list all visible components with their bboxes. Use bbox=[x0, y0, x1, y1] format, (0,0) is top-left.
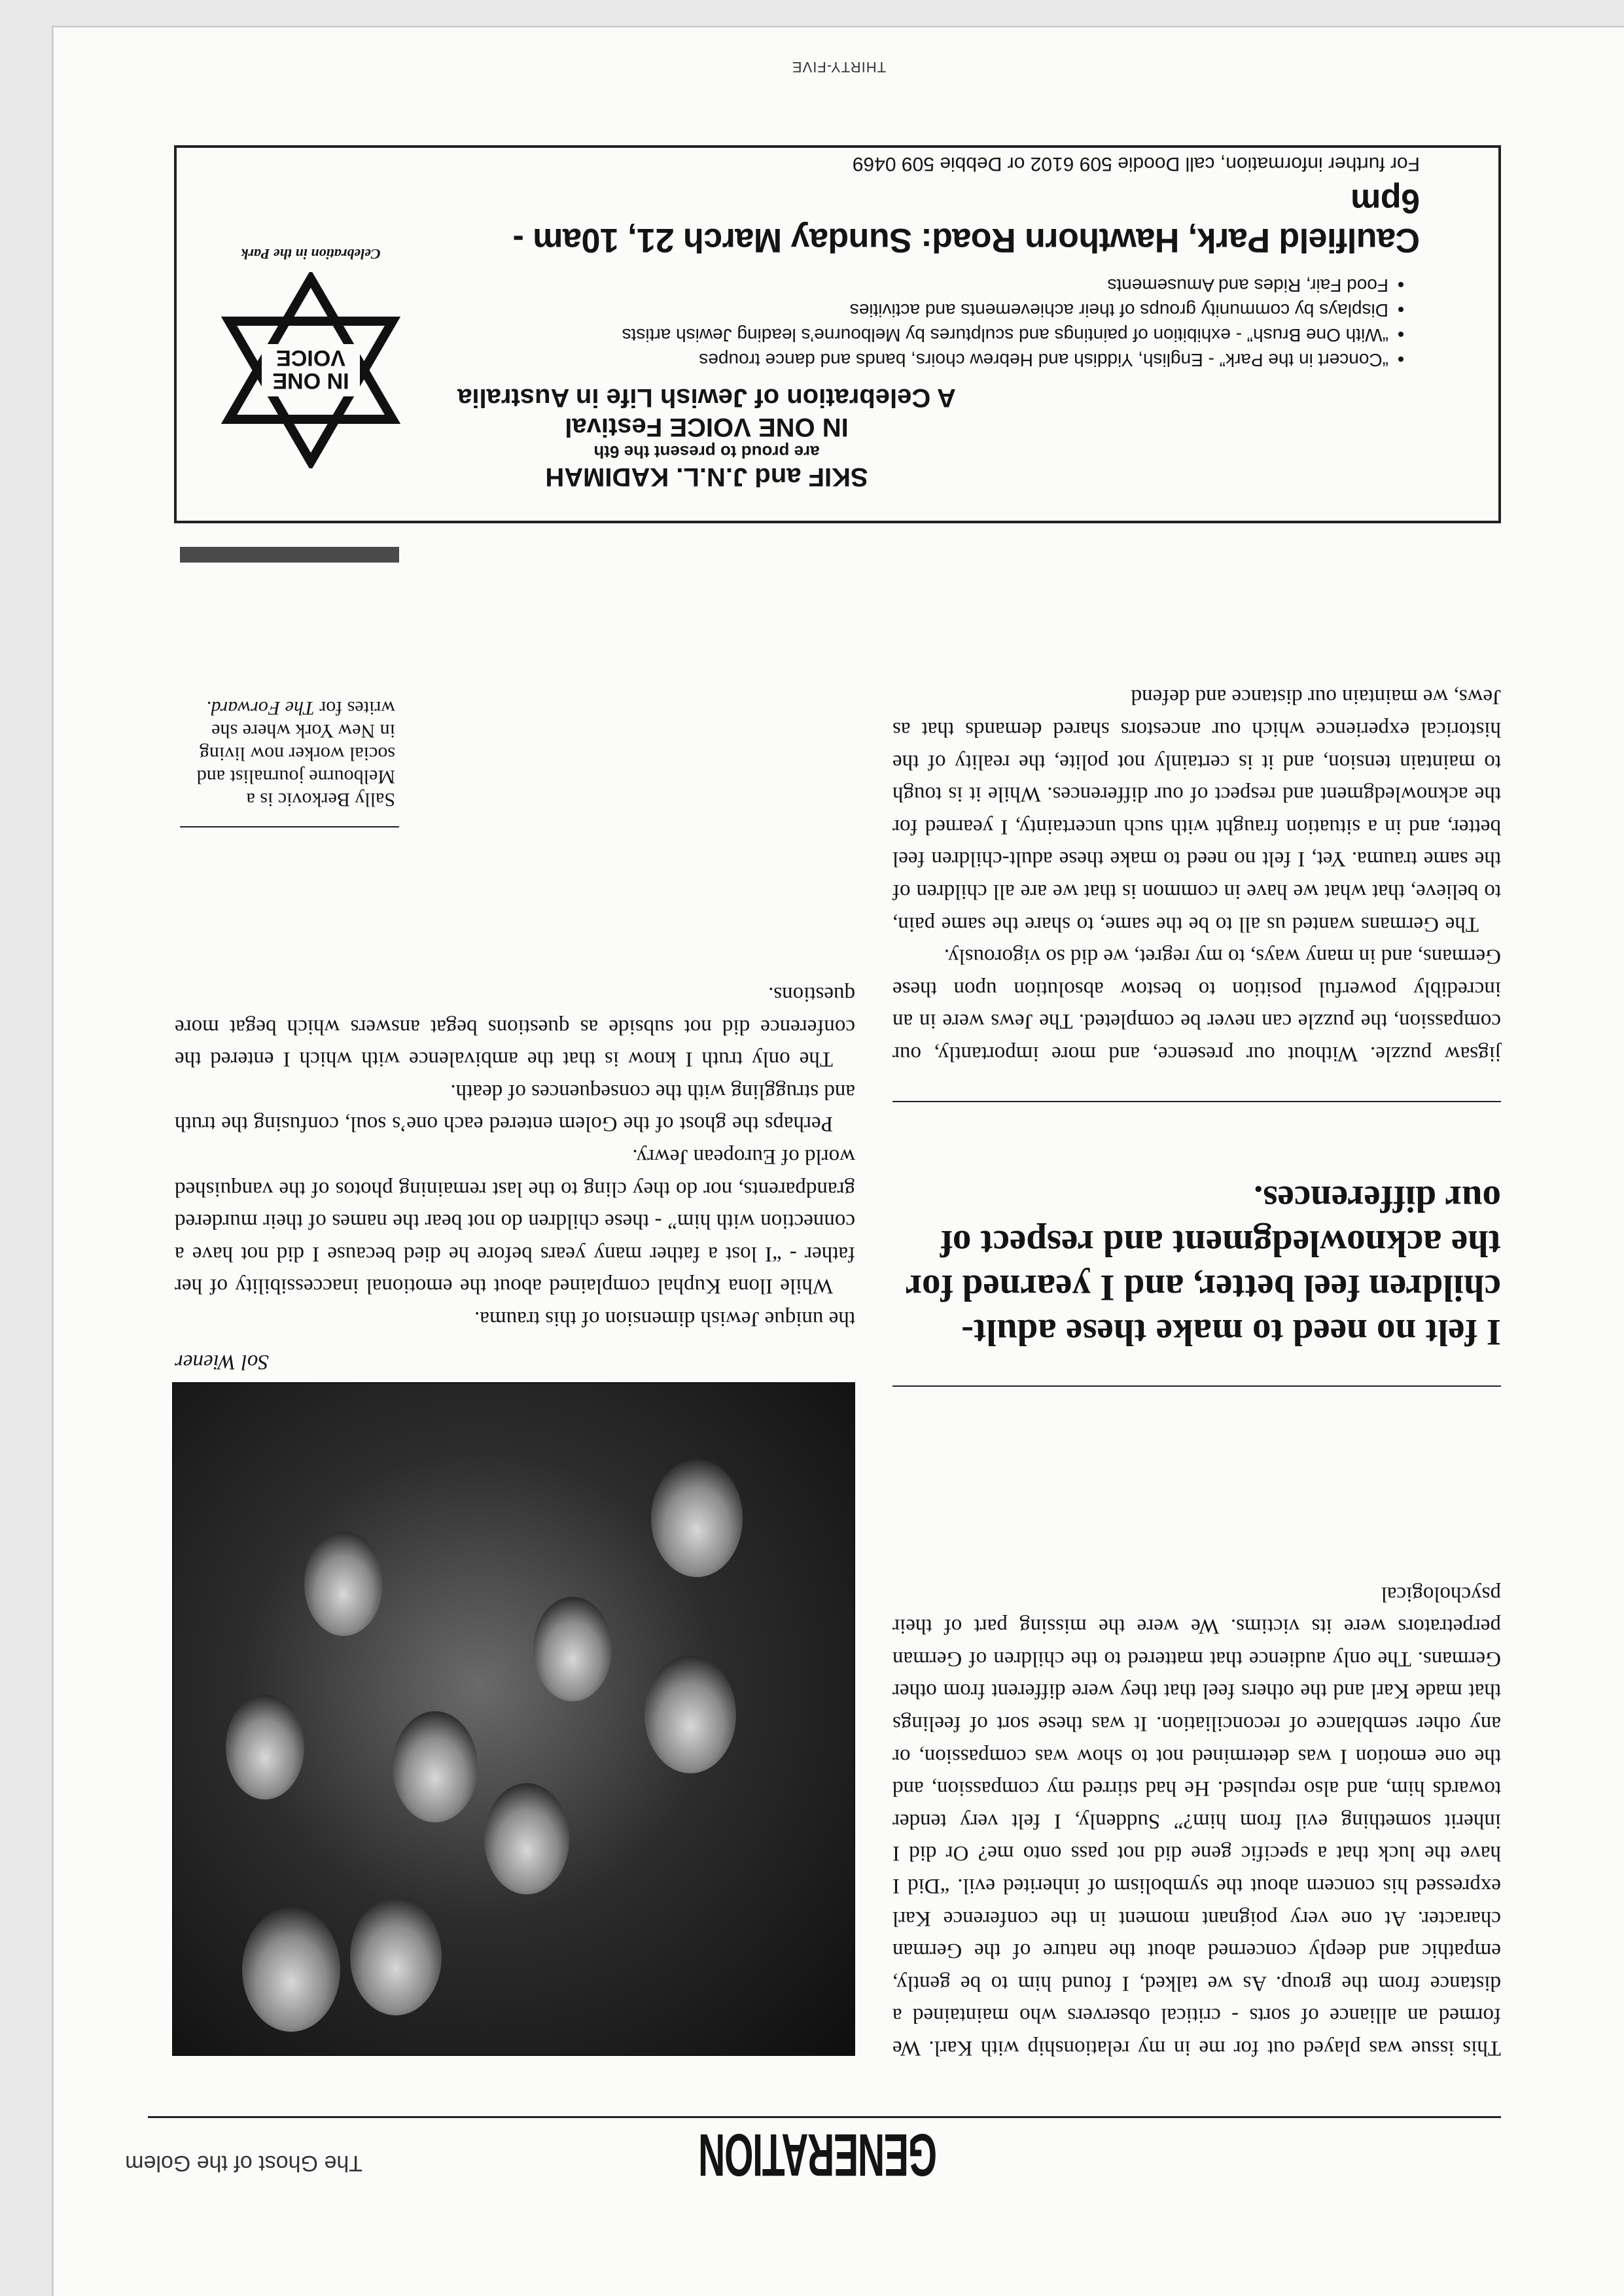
svg-text:IN ONE: IN ONE bbox=[272, 368, 349, 393]
document-sheet bbox=[52, 26, 1624, 2296]
masthead-logo: GENERATION bbox=[699, 2121, 937, 2188]
paragraph: the unique Jewish dimension of this trauma. bbox=[474, 1307, 855, 1331]
pullquote-bottom-rule bbox=[892, 1101, 1501, 1102]
paragraph: This issue was played out for me in my relationship with Karl. We formed an alliance of sorts - critical observers who maintained a distance from the group. As we talked, I found him to be gently, empathic and deeply concerned about the nature of the German character. At one very poignant moment in the conference Karl expressed his concern about the symbolism of inherited evil. “Did I have the luck that a specific gene did not pass onto me? Or did I inherit something evil from him?” Suddenly, I felt very tender towards him, and also repulsed. He had stirred my compassion, and the one emotion I was determined not to show was compassion, or any other semblance of reconciliation. It was these sort of feelings that made Karl and the others feel that they were different from other Germans. The only audience that mattered to the children of German perpetrators were its victims. We were the missing part of their psychological bbox=[892, 1582, 1501, 2060]
ad-organisers: SKIF and J.N.L. KADIMAH bbox=[545, 462, 868, 491]
bio-top-rule bbox=[180, 826, 399, 827]
paragraph: jigsaw puzzle. Without our presence, and more importantly, our compassion, the puzzle can never be completed. The Jews were in an incredibly powerful position to bestow absolution upon these Germans, and in many ways, to my regret, we did so vigorously. bbox=[892, 945, 1501, 1066]
ad-contact-info: For further information, call Doodie 509 6102 or Debbie 509 0469 bbox=[852, 153, 1420, 175]
list-item: • Displays by community groups of their achievements and activities bbox=[451, 298, 1388, 322]
article-running-title: The Ghost of the Golem bbox=[125, 2151, 362, 2176]
ad-event-list bbox=[451, 273, 1420, 372]
page-number: THIRTY-FIVE bbox=[791, 59, 887, 75]
author-bio-text: Sally Berkovic is a Melbourne journalist and social worker now living in New York where she writes for bbox=[196, 697, 395, 810]
group-photo bbox=[172, 1382, 855, 2056]
paragraph: The only truth I know is that the ambivalence with which I entered the conference did not subside as questions begat answers which begat more questions. bbox=[175, 983, 855, 1071]
ad-header bbox=[451, 383, 962, 491]
logo-tagline: Celebration in the Park bbox=[241, 246, 381, 262]
paragraph: While Ilona Kuphal complained about the emotional inaccessibility of her father - “I lost a father many years before he died because I did not have a connection with him” - these children do not bear the names of their murdered grandparents, nor do they cling to the last remaining photos of the vanquished world of European Jewry. bbox=[175, 1145, 855, 1298]
pullquote: I felt no need to make these adult-children feel better, and I yearned for the acknowledgment and respect of our differences. bbox=[906, 1178, 1501, 1353]
photo-faces-illustration bbox=[173, 1383, 854, 2055]
svg-text:VOICE: VOICE bbox=[276, 345, 345, 370]
paragraph: The Germans wanted us all to be the same, to share the same pain, to believe, that what we have in common is that we are all children of the same trauma. Yet, I felt no need to make these adult-children feel better, and in a situation fraught with such uncertainty, I yearned for the acknowledgment and respect of our differences. While it is tough to maintain tension, and it is certainly not polite, the reality of the historical experience which our ancestors shared demands that as Jews, we maintain our distance and defend bbox=[892, 685, 1501, 936]
festival-advertisement bbox=[174, 145, 1501, 523]
ad-text-block bbox=[451, 152, 1420, 491]
list-item: • “Concert in the Park” - English, Yiddish and Hebrew choirs, bands and dance troupes bbox=[451, 347, 1388, 372]
star-of-david-icon bbox=[213, 272, 409, 468]
column-left-continued bbox=[892, 680, 1501, 1070]
column-left bbox=[892, 1577, 1501, 2064]
list-item: • Food Fair, Rides and Amusements bbox=[451, 273, 1388, 298]
photo-credit: Sol Wiener bbox=[175, 1350, 269, 1374]
ad-intro: are proud to present the 6th bbox=[593, 442, 820, 462]
author-bio bbox=[186, 697, 395, 811]
bio-bottom-bar bbox=[180, 547, 399, 563]
masthead-rule bbox=[148, 2116, 1501, 2118]
pullquote-top-rule bbox=[892, 1385, 1501, 1387]
list-item: • “With One Brush” - exhibition of paintings and sculptures by Melbourne’s leading Jewish artists bbox=[451, 322, 1388, 347]
paragraph: Perhaps the ghost of the Golem entered each one’s soul, confusing the truth and struggling with the consequences of death. bbox=[175, 1079, 855, 1136]
ad-venue-datetime: Caulfield Park, Hawthorn Road: Sunday March 21, 10am - 6pm bbox=[512, 182, 1420, 259]
ad-festival-name: IN ONE VOICE Festival bbox=[565, 413, 849, 442]
ad-subtitle: A Celebration of Jewish Life in Australia bbox=[457, 383, 956, 412]
column-right bbox=[175, 977, 855, 1334]
author-bio-publication: The Forward. bbox=[206, 697, 315, 719]
